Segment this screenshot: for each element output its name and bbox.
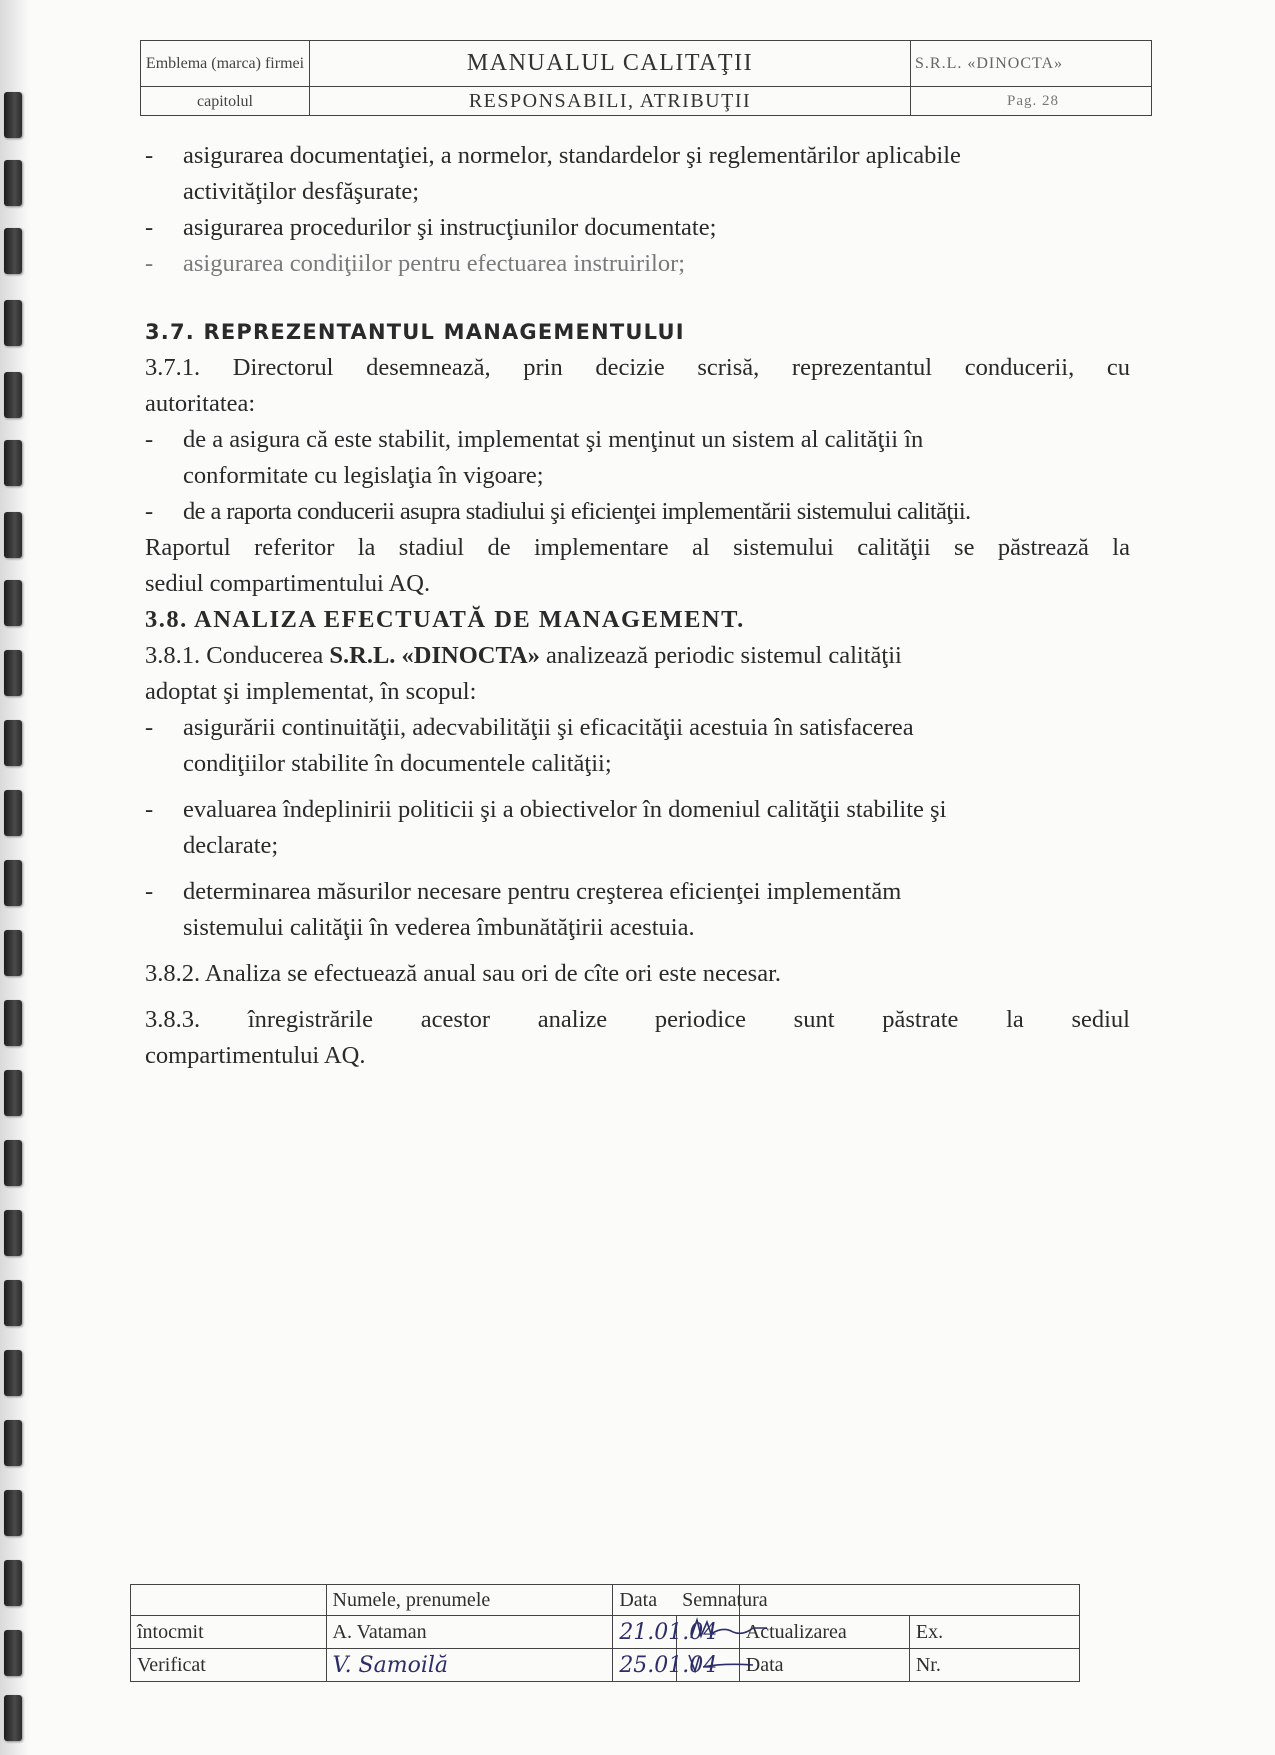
paragraph-3-8-1: 3.8.1. Conducerea S.R.L. «DINOCTA» analizează periodic sistemul calităţii [145, 642, 902, 669]
list-item: - asigurării continuităţii, adecvabilităţii şi eficacităţii acestuia în satisfacerea [145, 714, 914, 741]
list-item-continuation: activităţilor desfăşurate; [183, 178, 420, 205]
manual-title: MANUALUL CALITAŢII [310, 41, 911, 87]
list-item-continuation: condiţiilor stabilite în documentele calităţii; [183, 750, 612, 777]
verified-signature [676, 1649, 739, 1682]
verified-label: Verificat [131, 1649, 327, 1682]
col-date-sign-header: Data Semnatura [613, 1585, 739, 1616]
chapter-label: capitolul [141, 87, 310, 116]
document-body [145, 138, 1130, 1074]
date-label: Data [739, 1649, 909, 1682]
section-heading-3-7: 3.7. REPREZENTANTUL MANAGEMENTULUI [145, 320, 685, 344]
ex-label: Ex. [909, 1616, 1079, 1649]
list-item: - asigurarea procedurilor şi instrucţiunilor documentate; [145, 214, 717, 241]
update-label: Actualizarea [739, 1616, 909, 1649]
list-item: - de a asigura că este stabilit, implementat şi menţinut un sistem al calităţii în [145, 426, 924, 453]
section-heading-3-8: 3.8. ANALIZA EFECTUATĂ DE MANAGEMENT. [145, 606, 745, 633]
list-item: - asigurarea condiţiilor pentru efectuarea instruirilor; [145, 250, 686, 277]
paragraph-continuation: adoptat şi implementat, în scopul: [145, 678, 477, 705]
spiral-binding [0, 0, 30, 1755]
emblem-cell: Emblema (marca) firmei [141, 41, 310, 87]
list-item: - asigurarea documentaţiei, a normelor, standardelor şi reglementărilor aplicabile [145, 142, 961, 169]
document-header [140, 40, 1152, 116]
chapter-title: RESPONSABILI, ATRIBUŢII [310, 87, 911, 116]
paragraph-continuation: autoritatea: [145, 390, 256, 417]
paragraph-3-8-2: 3.8.2. Analiza se efectuează anual sau ori de cîte ori este necesar. [145, 960, 782, 987]
verified-date: 25.01.04 [613, 1649, 676, 1682]
col-name-header: Numele, prenumele [326, 1585, 613, 1616]
prepared-label: întocmit [131, 1616, 327, 1649]
paragraph-continuation: sediul compartimentului AQ. [145, 570, 431, 597]
page-number: Pag. 28 [911, 87, 1152, 116]
list-item-continuation: conformitate cu legislaţia în vigoare; [183, 462, 544, 489]
list-item-continuation: declarate; [183, 832, 279, 859]
company-name: S.R.L. «DINOCTA» [911, 41, 1152, 87]
prepared-date: 21.01.04 [613, 1616, 676, 1649]
list-item: - determinarea măsurilor necesare pentru creşterea eficienţei implementăm [145, 878, 902, 905]
list-item-continuation: sistemului calităţii în vederea îmbunătăţirii acestuia. [183, 914, 695, 941]
prepared-signature [676, 1616, 739, 1649]
nr-label: Nr. [909, 1649, 1079, 1682]
paragraph-3-8-3: 3.8.3. înregistrările acestor analize periodice sunt păstrate la sediul [145, 1006, 1130, 1033]
prepared-name: A. Vataman [326, 1616, 613, 1649]
list-item: - de a raporta conducerii asupra stadiului şi eficienţei implementării sistemului calităţii. [145, 498, 971, 525]
paragraph-continuation: compartimentului AQ. [145, 1042, 366, 1069]
list-item: - evaluarea îndeplinirii politicii şi a obiectivelor în domeniul calităţii stabilite şi [145, 796, 947, 823]
paragraph-report: Raportul referitor la stadiul de implementare al sistemului calităţii se păstrează la [145, 534, 1130, 561]
verified-name: V. Samoilă [326, 1649, 613, 1682]
approval-table [130, 1584, 1080, 1682]
paragraph-3-7-1: 3.7.1. Directorul desemnează, prin decizie scrisă, reprezentantul conducerii, cu [145, 354, 1130, 381]
